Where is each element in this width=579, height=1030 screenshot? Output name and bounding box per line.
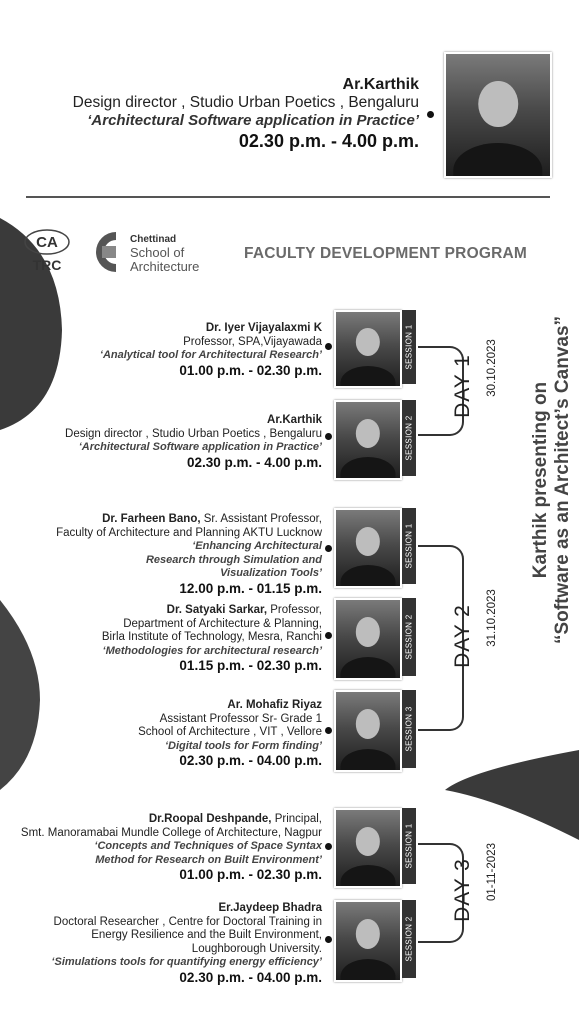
speaker-name: Er.Jaydeep Bhadra: [218, 902, 322, 914]
speaker-name: Dr. Satyaki Sarkar,: [166, 604, 268, 616]
speaker-dot: [325, 343, 332, 350]
featured-speaker-photo: [444, 52, 552, 178]
day3-date: 01-11-2023: [486, 843, 498, 901]
featured-role: Design director , Studio Urban Poetics , Bengaluru: [72, 94, 419, 111]
session-speaker-4: [0, 604, 322, 673]
session-badge: SESSION 2: [402, 598, 416, 676]
day2-label: DAY 2: [451, 604, 474, 668]
side-title-line2: “Software as an Architect’s Canvas”: [552, 315, 573, 645]
speaker-photo: [334, 508, 402, 588]
session-speaker-2: [0, 414, 322, 469]
featured-name: Ar.Karthik: [342, 76, 419, 93]
speaker-time: 02.30 p.m. - 4.00 p.m.: [186, 454, 322, 470]
speaker-topic: ‘Methodologies for architectural research’: [102, 644, 322, 657]
speaker-time: 12.00 p.m. - 01.15 p.m.: [179, 580, 322, 596]
speaker-name: Dr.Roopal Deshpande,: [148, 813, 272, 825]
side-title-line1: Karthik presenting on: [530, 381, 551, 579]
speaker-photo: [334, 690, 402, 772]
featured-topic: ‘Architectural Software application in Practice’: [87, 112, 419, 129]
speaker-dot: [325, 545, 332, 552]
speaker-affiliation: Design director , Studio Urban Poetics , Bengaluru: [65, 427, 322, 440]
speaker-topic: ‘Concepts and Techniques of Space Syntax Method for Research on Built Environment’: [94, 840, 322, 866]
speaker-dot: [325, 936, 332, 943]
speaker-name: Ar.Karthik: [267, 414, 322, 426]
side-title: [530, 300, 574, 660]
day1-label: DAY 1: [451, 354, 474, 418]
speaker-title: Principal,: [271, 813, 322, 825]
ca-trc-logo: [22, 228, 72, 274]
speaker-name: Ar. Mohafiz Riyaz: [227, 699, 322, 711]
speaker-affiliation: School of Architecture , VIT , Vellore: [138, 726, 322, 738]
speaker-name-line: [0, 604, 322, 618]
chettinad-line2: Architecture: [130, 259, 200, 274]
speaker-name-line: [0, 813, 322, 827]
chettinad-name: Chettinad: [130, 234, 177, 245]
speaker-time: 02.30 p.m. - 04.00 p.m.: [179, 753, 322, 768]
speaker-topic: ‘Architectural Software application in Practice’: [78, 441, 322, 453]
speaker-affiliation: Loughborough University.: [191, 942, 322, 955]
speaker-topic: ‘Analytical tool for Architectural Research’: [99, 349, 322, 361]
speaker-name: Dr. Farheen Bano,: [102, 513, 201, 525]
speaker-affiliation: Department of Architecture & Planning,: [123, 617, 322, 630]
session-speaker-1: [0, 322, 322, 377]
speaker-photo: [334, 598, 402, 680]
session-badge: SESSION 2: [402, 900, 416, 978]
speaker-time: 01.15 p.m. - 02.30 p.m.: [179, 658, 322, 673]
day3-label: DAY 3: [451, 858, 474, 922]
speaker-title: Sr. Assistant Professor,: [200, 513, 322, 525]
speaker-photo: [334, 900, 402, 982]
speaker-affiliation: Professor, SPA,Vijayawada: [183, 335, 322, 348]
featured-dot: [427, 111, 434, 118]
speaker-topic: ‘Simulations tools for quantifying energy efficiency’: [51, 956, 322, 968]
session-badge: SESSION 1: [402, 808, 416, 884]
session-speaker-6: [0, 813, 322, 882]
featured-speaker: [0, 76, 419, 152]
ca-trc-logo-mark: [22, 228, 72, 274]
featured-time: 02.30 p.m. - 4.00 p.m.: [238, 131, 419, 151]
speaker-name-line: [0, 513, 322, 527]
speaker-affiliation: Smt. Manoramabai Mundle College of Architecture, Nagpur: [20, 826, 322, 839]
session-badge: SESSION 1: [402, 310, 416, 384]
chettinad-line1: School of: [130, 245, 185, 260]
day1-date: 30.10.2023: [486, 339, 498, 397]
speaker-dot: [325, 727, 332, 734]
speaker-time: 02.30 p.m. - 04.00 p.m.: [179, 969, 322, 985]
speaker-dot: [325, 433, 332, 440]
session-badge: SESSION 2: [402, 400, 416, 476]
speaker-affiliation: Faculty of Architecture and Planning AKTU Lucknow: [56, 526, 322, 539]
speaker-photo: [334, 310, 402, 388]
speaker-photo: [334, 808, 402, 888]
speaker-affiliation: Birla Institute of Technology, Mesra, Ranchi: [101, 631, 322, 643]
speaker-time: 01.00 p.m. - 02.30 p.m.: [179, 867, 322, 882]
speaker-topic: ‘Digital tools for Form finding’: [164, 739, 322, 752]
day2-date: 31.10.2023: [486, 589, 498, 647]
speaker-title: Professor,: [267, 604, 322, 616]
session-speaker-7: [0, 902, 322, 984]
session-badge: SESSION 3: [402, 690, 416, 768]
speaker-dot: [325, 843, 332, 850]
session-speaker-3: [0, 513, 322, 595]
chettinad-logo-mark: [86, 230, 122, 274]
trc-text: TRC: [32, 257, 62, 273]
speaker-topic: ‘Enhancing Architectural Research through Simulation and Visualization Tools’: [145, 540, 322, 579]
session-badge: SESSION 1: [402, 508, 416, 584]
program-title: FACULTY DEVELOPMENT PROGRAM: [244, 245, 527, 262]
speaker-affiliation: Doctoral Researcher , Centre for Doctoral Training in: [53, 915, 322, 928]
ca-text: CA: [36, 234, 58, 251]
speaker-affiliation: Assistant Professor Sr- Grade 1: [159, 712, 322, 725]
speaker-affiliation: Energy Resilience and the Built Environment,: [91, 929, 322, 941]
session-speaker-5: [0, 699, 322, 768]
speaker-photo: [334, 400, 402, 480]
speaker-name: Dr. Iyer Vijayalaxmi K: [205, 322, 322, 334]
divider: [26, 196, 550, 198]
speaker-time: 01.00 p.m. - 02.30 p.m.: [179, 362, 322, 378]
speaker-dot: [325, 632, 332, 639]
